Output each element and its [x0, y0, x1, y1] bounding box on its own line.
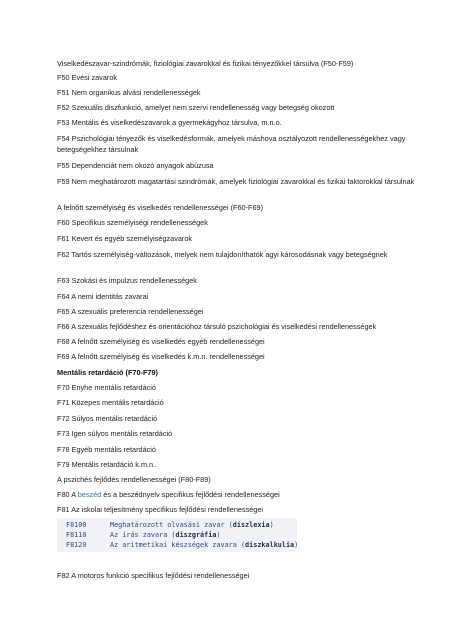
list-item: F64 A nemi identitás zavarai	[57, 292, 149, 301]
list-item: F66 A szexuális fejlődéshez és orientációhoz társuló pszichológiai és viselkedési rendellenességek	[57, 322, 377, 331]
subcode-term-text: Meghatározott olvasási zavar (	[110, 521, 233, 529]
list-item: F79 Mentális retardáció k.m.n..	[57, 460, 158, 469]
subcode-term	[110, 531, 221, 539]
table-row	[66, 520, 296, 530]
subcode-term-text: Az aritmetikai készségek zavara (	[110, 541, 246, 549]
list-item: F65 A szexuális preferencia rendellenességei	[57, 307, 204, 316]
list-item: F81 Az iskolai teljesítmény specifikus fejlődési rendellenességei	[57, 505, 264, 514]
subcode-term-bold: diszkalkulia	[245, 541, 295, 549]
section-heading-f70-f79: Mentális retardáció (F70-F79)	[57, 368, 158, 377]
list-item: F78 Egyéb mentális retardáció	[57, 445, 156, 454]
list-item: F72 Súlyos mentális retardáció	[57, 414, 158, 423]
subcode: F8100	[66, 521, 87, 529]
list-item: F60 Specifikus személyiségi rendellenességek	[57, 218, 208, 227]
subcode-term-close: )	[294, 541, 299, 549]
list-item: F50 Evési zavarok	[57, 73, 118, 82]
list-item: F59 Nem meghatározott magatartási szindrómák, amelyek fiziológiai zavarokkal és fizikai faktorokkal társulnak	[57, 177, 415, 186]
list-item: F82 A motoros funkció specifikus fejlődési rendellenességei	[57, 571, 250, 580]
list-item: F70 Enyhe mentális retardáció	[57, 383, 156, 392]
beszed-link[interactable]: beszéd	[77, 490, 102, 499]
section-heading-f60-f69: A felnőtt személyiség és viselkedés rendellenességei (F60-F69)	[57, 203, 264, 212]
list-item-f80	[57, 489, 437, 500]
subcode-term-bold: diszgráfia	[175, 531, 217, 539]
list-item: F73 Igen súlyos mentális retardáció	[57, 429, 173, 438]
list-item: F55 Dependenciát nem okozó anyagok abúzusa	[57, 161, 214, 170]
list-item: F68 A felnőtt személyiség és viselkedés egyéb rendellenességei	[57, 337, 265, 346]
subcode-term-text: Az írás zavara (	[110, 531, 176, 539]
list-item: F51 Nem organikus alvási rendellenességek	[57, 88, 201, 97]
list-item: F71 Közepes mentális retardáció	[57, 398, 164, 407]
section-heading-f50-f59: Viselkedészavar-szindrómák, fiziológiai zavarokkal és fizikai tényezőkkel társulva (F50-F59)	[57, 59, 354, 68]
list-item: F63 Szokási és impulzus rendellenességek	[57, 276, 197, 285]
list-item-suffix: és a beszédnyelv specifikus fejlődési rendellenességei	[101, 490, 280, 499]
subcode-term-bold: diszlexia	[232, 521, 270, 529]
subcode-term-close: )	[269, 521, 274, 529]
list-item: F61 Kevert és egyéb személyiségzavarok	[57, 234, 193, 243]
list-item-prefix: F80 A	[57, 490, 78, 499]
subcode-term	[110, 541, 298, 549]
section-heading-f80-f89: A pszichés fejlődés rendellenességei (F80-F89)	[57, 475, 211, 484]
list-item: F53 Mentális és viselkedészavarok a gyermekágyhoz társulva, m.n.o.	[57, 118, 282, 127]
subcode-table	[57, 518, 297, 552]
list-item: F54 Pszichológiai tényezők és viselkedésformák, amelyek máshova osztályozott rendellenességekhez vagy betegségekhez társulnak	[57, 134, 406, 154]
subcode-term	[110, 521, 274, 529]
subcode: F8110	[66, 531, 87, 539]
list-item: F69 A felnőtt személyiség és viselkedés k.m.n. rendellenességei	[57, 352, 265, 361]
table-row	[66, 540, 299, 550]
table-row	[66, 530, 296, 540]
list-item: F52 Szexuális diszfunkció, amelyet nem szervi rendellenesség vagy betegség okozott	[57, 103, 335, 112]
subcode: F8120	[66, 541, 87, 549]
list-item: F62 Tartós személyiség-változások, melyek nem tulajdoníthatók agyi károsodásnak vagy betegségnek	[57, 250, 388, 259]
subcode-term-close: )	[216, 531, 221, 539]
